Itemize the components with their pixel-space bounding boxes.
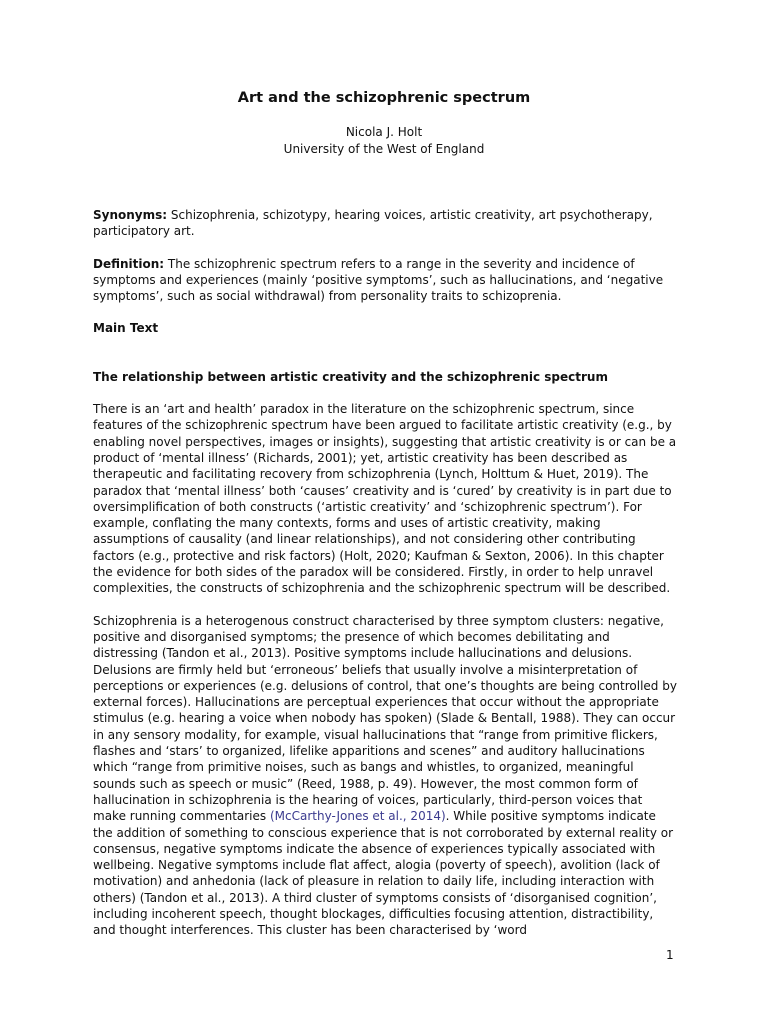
definition-label: Definition: <box>93 256 165 271</box>
main-text-heading: Main Text <box>93 321 159 336</box>
paragraph-2-text-b: . While positive symptoms indicate the addition of something to conscious experience that is not corroborated by external reality or consensus, negative symptoms indicate the absence of experiences typically associated with wellbeing. Negative symptoms include flat affect, alogia (poverty of speech), avolition (lack of motivation) and anhedonia (lack of pleasure in relation to daily life, including interaction with others) (Tandon et al., 2013). A third cluster of symptoms consists of ‘disorganised cognition’, including incoherent speech, thought blockages, difficulties focusing attention, distractibility, and thought interferences. This cluster has been characterised by ‘word <box>93 809 674 938</box>
citation-link[interactable]: (McCarthy-Jones et al., 2014) <box>269 809 446 824</box>
author-affiliation: University of the West of England <box>283 141 485 156</box>
page-number: 1 <box>666 948 674 962</box>
paragraph-2-text-a: Schizophrenia is a heterogenous construct characterised by three symptom clusters: negative, positive and disorganised symptoms; the presence of which becomes debilitating and distressing (Tandon et al., 2013). Positive symptoms include hallucinations and delusions. Delusions are firmly held but ‘erroneous’ beliefs that usually involve a misinterpretation of perceptions or experiences (e.g. delusions of control, that one’s thoughts are being controlled by external forces). Hallucinations are perceptual experiences that occur without the appropriate stimulus (e.g. hearing a voice when nobody has spoken) (Slade & Bentall, 1988). They can occur in any sensory modality, for example, visual hallucinations that “range from primitive flickers, flashes and ‘stars’ to organized, lifelike apparitions and scenes” and auditory hallucinations which “range from primitive noises, such as bangs and whistles, to organized, meaningful sounds such as speech or music” (Reed, 1988, p. 49). However, the most common form of hallucination in schizophrenia is the hearing of voices, particularly, third-person voices that make running commentaries <box>93 613 677 824</box>
document-title: Art and the schizophrenic spectrum <box>237 90 531 106</box>
body-paragraph-1: There is an ‘art and health’ paradox in the literature on the schizophrenic spectrum, since features of the schizophrenic spectrum have been argued to facilitate artistic creativity (e.g., by enabling novel perspectives, images or insights), suggesting that artistic creativity is or can be a product of ‘mental illness’ (Richards, 2001); yet, artistic creativity has been described as therapeutic and facilitating recovery from schizophrenia (Lynch, Holttum & Huet, 2019). The paradox that ‘mental illness’ both ‘causes’ creativity and is ‘cured’ by creativity is in part due to oversimplification of both constructs (‘artistic creativity’ and ‘schizophrenic spectrum’). For example, conflating the many contexts, forms and uses of artistic creativity, making assumptions of causality (and linear relationships), and not considering other contributing factors (e.g., protective and risk factors) (Holt, 2020; Kaufman & Sexton, 2006). In this chapter the evidence for both sides of the paradox will be considered. Firstly, in order to help unravel complexities, the constructs of schizophrenia and the schizophrenic spectrum will be described. <box>93 402 677 596</box>
body-paragraph-2 <box>93 613 678 939</box>
author-block <box>0 124 768 157</box>
definition-paragraph <box>93 256 678 305</box>
synonyms-label: Synonyms: <box>93 208 168 222</box>
document-body <box>93 207 678 939</box>
section-heading: The relationship between artistic creativity and the schizophrenic spectrum <box>93 369 608 384</box>
synonyms-text: Schizophrenia, schizotypy, hearing voices, artistic creativity, art psychotherapy, participatory art. <box>93 208 653 239</box>
author-name: Nicola J. Holt <box>345 125 423 139</box>
synonyms-paragraph <box>93 207 678 240</box>
definition-text: The schizophrenic spectrum refers to a range in the severity and incidence of symptoms and experiences (mainly ‘positive symptoms’, such as hallucinations, and ‘negative symptoms’, such as social withdrawal) from personality traits to schizoprenia. <box>93 256 664 304</box>
